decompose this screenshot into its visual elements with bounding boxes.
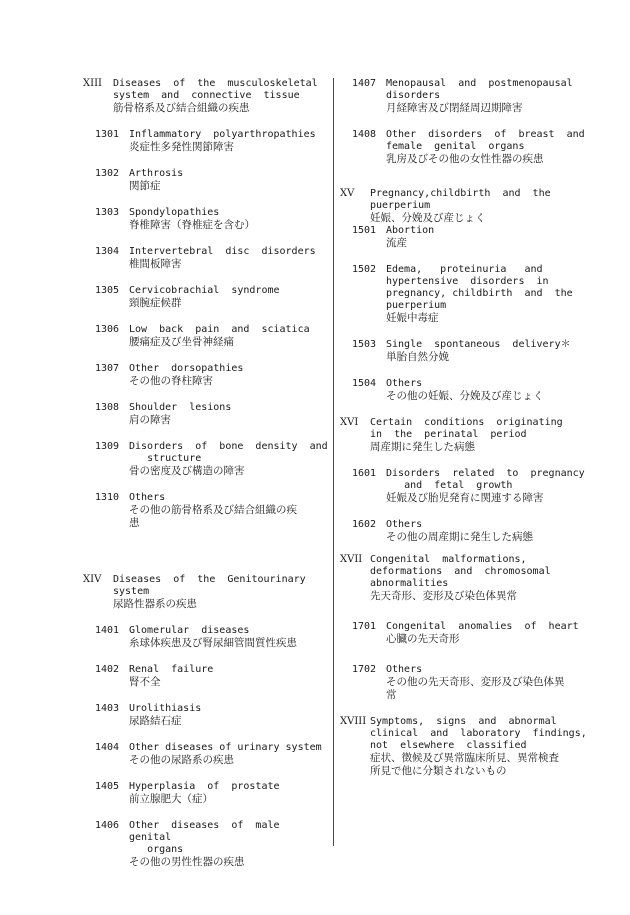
item-1309 (83, 441, 333, 478)
item-ja: 頸腕症候群 (129, 297, 182, 309)
item-code: 1601 (352, 468, 377, 479)
item-code: 1304 (95, 246, 120, 257)
item-en: Others (386, 378, 423, 389)
item-1405 (83, 781, 333, 806)
item-en: Hyperplasia of prostate (129, 781, 280, 792)
chapter-numeral: XV (340, 188, 355, 199)
item-ja: 前立腺肥大（症） (129, 793, 213, 805)
item-1308 (83, 402, 333, 427)
item-ja: 妊娠中毒症 (386, 312, 439, 324)
chapter-title-en: Congenital malformations, deformations and chromosomal abnormalities (370, 554, 551, 589)
item-code: 1701 (352, 621, 377, 632)
item-code: 1401 (95, 625, 120, 636)
item-en: Renal failure (129, 664, 214, 675)
item-en: Others (386, 664, 423, 675)
item-code: 1308 (95, 402, 120, 413)
chapter-numeral: XIII (83, 78, 102, 89)
item-1502 (340, 264, 590, 325)
item-code: 1504 (352, 378, 377, 389)
item-ja: 月経障害及び閉経周辺期障害 (386, 102, 523, 114)
item-en: Abortion (386, 225, 435, 236)
item-code: 1309 (95, 441, 120, 452)
item-code: 1310 (95, 492, 120, 503)
item-ja: 尿路結石症 (129, 715, 182, 727)
item-en: Disorders related to pregnancy and fetal growth (386, 468, 585, 491)
item-en: Arthrosis (129, 168, 184, 179)
item-en: Edema, proteinuria and hypertensive disorders in pregnancy, childbirth and the puerperium (386, 264, 573, 311)
chapter-title-en: Diseases of the musculoskeletal system and connective tissue (113, 78, 318, 101)
item-en: Congenital anomalies of heart (386, 621, 579, 632)
item-ja: その他の男性性器の疾患 (129, 856, 245, 868)
item-1602 (340, 519, 590, 544)
item-1301 (83, 129, 333, 154)
item-code: 1503 (352, 339, 377, 350)
chapter-title-ja: 尿路性器系の疾患 (113, 598, 197, 610)
item-ja: 炎症性多発性関節障害 (129, 141, 234, 153)
item-1403 (83, 703, 333, 728)
item-en: Inflammatory polyarthropathies (129, 129, 316, 140)
item-ja: 心臓の先天奇形 (386, 633, 460, 645)
chapter-title-ja: 妊娠、分娩及び産じょく (370, 212, 486, 224)
item-1304 (83, 246, 333, 271)
item-ja: その他の尿路系の疾患 (129, 754, 234, 766)
chapter-16 (340, 417, 590, 454)
item-ja: 糸球体疾患及び腎尿細管間質性疾患 (129, 637, 297, 649)
item-en: Other disorders of breast and female genital organs (386, 129, 585, 152)
item-en: Shoulder lesions (129, 402, 232, 413)
item-1307 (83, 363, 333, 388)
item-en: Others (129, 492, 166, 503)
item-en: Menopausal and postmenopausal disorders (386, 78, 573, 101)
item-1406 (83, 820, 333, 869)
chapter-title-en: Pregnancy,childbirth and the puerperium (370, 188, 551, 211)
item-1310 (83, 492, 333, 530)
chapter-13 (83, 78, 333, 115)
item-1501 (340, 225, 590, 250)
item-ja: 乳房及びその他の女性性器の疾患 (386, 153, 544, 165)
item-en: Intervertebral disc disorders (129, 246, 316, 257)
item-1404 (83, 742, 333, 767)
item-code: 1302 (95, 168, 120, 179)
item-ja: その他の脊柱障害 (129, 375, 213, 387)
item-en: Disorders of bone density and structure (129, 441, 328, 464)
item-en: Cervicobrachial syndrome (129, 285, 280, 296)
item-code: 1404 (95, 742, 120, 753)
chapter-title-en: Certain conditions originating in the perinatal period (370, 417, 563, 440)
item-code: 1408 (352, 129, 377, 140)
item-1402 (83, 664, 333, 689)
right-column (340, 78, 590, 778)
item-1401 (83, 625, 333, 650)
item-en: Urolithiasis (129, 703, 202, 714)
item-code: 1403 (95, 703, 120, 714)
column-divider (333, 78, 334, 846)
chapter-numeral: XVIII (340, 716, 367, 727)
item-ja: その他の筋骨格系及び結合組織の疾 患 (129, 504, 297, 529)
chapter-title-ja: 周産期に発生した病態 (370, 441, 475, 453)
item-1305 (83, 285, 333, 310)
item-code: 1406 (95, 820, 120, 831)
item-en: Other diseases of urinary system (129, 742, 322, 753)
left-column (83, 78, 333, 869)
item-ja: 腎不全 (129, 676, 161, 688)
item-en: Spondylopathies (129, 207, 220, 218)
item-ja: 脊椎障害（脊椎症を含む） (129, 219, 255, 231)
item-en: Others (386, 519, 423, 530)
item-1601 (340, 468, 590, 505)
chapter-title-en: Diseases of the Genitourinary system (113, 574, 306, 597)
item-ja: 妊娠及び胎児発育に関連する障害 (386, 492, 544, 504)
chapter-title-ja: 症状、徴候及び異常臨床所見、異常検査 所見で他に分類されないもの (370, 752, 559, 777)
item-1408 (340, 129, 590, 166)
item-1407 (340, 78, 590, 115)
item-en: Other dorsopathies (129, 363, 244, 374)
item-1702 (340, 664, 590, 702)
chapter-title-en: Symptoms, signs and abnormal clinical and laboratory findings, not elsewhere classified (370, 716, 587, 751)
chapter-numeral: XVII (340, 554, 363, 565)
item-code: 1702 (352, 664, 377, 675)
chapter-18 (340, 716, 590, 778)
item-ja: 流産 (386, 237, 407, 249)
item-ja: 腰痛症及び坐骨神経痛 (129, 336, 234, 348)
item-en: Single spontaneous delivery＊ (386, 339, 571, 350)
item-ja: その他の先天奇形、変形及び染色体異 常 (386, 676, 565, 701)
item-code: 1402 (95, 664, 120, 675)
item-ja: その他の妊娠、分娩及び産じょく (386, 390, 544, 402)
item-code: 1405 (95, 781, 120, 792)
item-ja: 単胎自然分娩 (386, 351, 449, 363)
item-en: Other diseases of male genital organs (129, 820, 280, 855)
item-code: 1407 (352, 78, 377, 89)
item-code: 1305 (95, 285, 120, 296)
item-ja: 骨の密度及び構造の障害 (129, 465, 245, 477)
item-ja: 関節症 (129, 180, 161, 192)
item-en: Low back pain and sciatica (129, 324, 310, 335)
item-1503 (340, 339, 590, 364)
item-1306 (83, 324, 333, 349)
chapter-14 (83, 574, 333, 611)
item-code: 1602 (352, 519, 377, 530)
chapter-title-ja: 先天奇形、変形及び染色体異常 (370, 590, 517, 602)
item-ja: 椎間板障害 (129, 258, 182, 270)
item-ja: 肩の障害 (129, 414, 171, 426)
item-1302 (83, 168, 333, 193)
chapter-17 (340, 554, 590, 603)
item-code: 1301 (95, 129, 120, 140)
item-code: 1501 (352, 225, 377, 236)
chapter-15 (340, 188, 590, 225)
chapter-numeral: XVI (340, 417, 359, 428)
item-code: 1307 (95, 363, 120, 374)
chapter-numeral: XIV (83, 574, 102, 585)
item-1701 (340, 621, 590, 646)
item-1303 (83, 207, 333, 232)
item-en: Glomerular diseases (129, 625, 250, 636)
chapter-title-ja: 筋骨格系及び結合組織の疾患 (113, 102, 250, 114)
item-1504 (340, 378, 590, 403)
item-code: 1303 (95, 207, 120, 218)
item-code: 1502 (352, 264, 377, 275)
item-ja: その他の周産期に発生した病態 (386, 531, 533, 543)
item-code: 1306 (95, 324, 120, 335)
